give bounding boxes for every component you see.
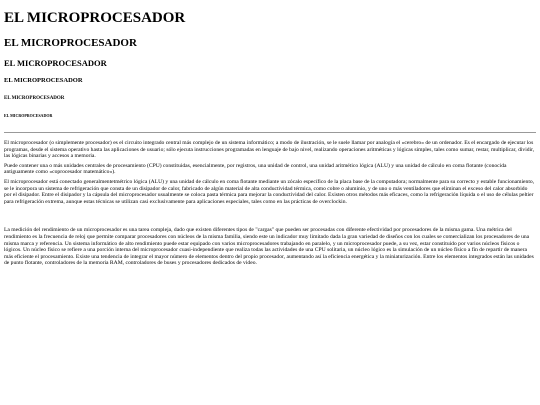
heading-level-4: EL MICROPROCESADOR <box>4 77 83 84</box>
paragraph-definition: El microprocesador (o simplemente procesador) es el circuito integrado central más complejo de un sistema informático; a modo de ilustración, se le suele llamar por analogía el «cerebro» de un ordenador. Es el encargado de ejecutar los programas, desde el sistema operativo hasta las aplicaciones de usuario; sólo ejecuta instrucciones programadas en lenguaje de bajo nivel, realizando operaciones aritméticas y lógicas simples, tales como sumar, restar, multiplicar, dividir, las lógicas binarias y accesos a memoria. <box>4 140 535 160</box>
heading-level-2: EL MICROPROCESADOR <box>4 37 137 49</box>
paragraph-cpu-units: Puede contener una o más unidades centrales de procesamiento (CPU) constituidas, esencialmente, por registros, una unidad de control, una unidad aritmético lógica (ALU) y una unidad de cálculo en coma flotante (conocida antiguamente como «coprocesador matemático»). <box>4 162 507 176</box>
paragraph-performance: La medición del rendimiento de un microprocesador es una tarea compleja, dado que existen diferentes tipos de "cargas" que pueden ser procesadas con diferente efectividad por procesadores de la misma gama. Una métrica del rendimiento es la frecuencia de reloj que permite comparar procesadores con núcleos de la misma familia, siendo este un indicador muy limitado dada la gran variedad de diseños con los cuales se comercializan los procesadores de una misma marca y referencia. Un sistema informático de alto rendimiento puede estar equipado con varios microprocesadores trabajando en paralelo, y un microprocesador puede, a su vez, estar constituido por varios núcleos físicos o lógicos. Un núcleo físico se refiere a una porción interna del microprocesador cuasi-independiente que realiza todas las actividades de una CPU solitaria, un núcleo lógico es la simulación de un núcleo físico a fin de repartir de manera más eficiente el procesamiento. Existe una tendencia de integrar el mayor número de elementos dentro del propio procesador, aumentando así la eficiencia energética y la miniaturización. Entre los elementos integrados están las unidades de punto flotante, controladores de la memoria RAM, controladores de buses y procesadores dedicados de video. <box>4 227 534 267</box>
heading-level-5: EL MICROPROCESADOR <box>4 96 65 101</box>
horizontal-divider <box>4 132 536 133</box>
heading-level-1: EL MICROPROCESADOR <box>4 10 186 26</box>
paragraph-cooling: El microprocesador está conectado generalmentetmétrico lógica (ALU) y una unidad de cálculo en coma flotante mediante un zócalo específico de la placa base de la computadora; normalmente para su correcto y estable funcionamiento, se le incorpora un sistema de refrigeración que consta de un disipador de calor, fabricado de algún material de alta conductividad térmica, como cobre o aluminio, y de uno o más ventiladores que eliminan el exceso del calor absorbido por el disipador. Entre el disipador y la cápsula del microprocesador usualmente se coloca pasta térmica para mejorar la conductividad del calor. Existen otros métodos más eficaces, como la refrigeración líquida o el uso de células peltier para refrigeración extrema, aunque estas técnicas se utilizan casi exclusivamente para aplicaciones especiales, tales como en las prácticas de overclockin. <box>4 178 535 205</box>
heading-level-3: EL MICROPROCESADOR <box>4 58 107 68</box>
heading-level-6: EL MICROPROCESADOR <box>4 113 53 118</box>
